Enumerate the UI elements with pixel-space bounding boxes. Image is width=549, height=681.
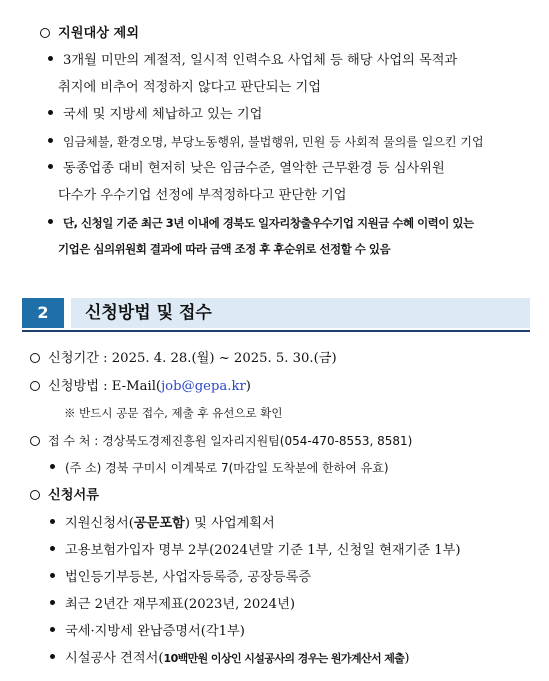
method-note: ※ 반드시 공문 접수, 제출 후 유선으로 확인 bbox=[64, 406, 283, 420]
exclusion-item-3: 임금체불, 환경오명, 부당노동행위, 불법행위, 민원 등 사회적 물의를 일으킨 기업 bbox=[48, 132, 484, 152]
document-item-5: 국세·지방세 완납증명서(각1부) bbox=[50, 622, 245, 642]
exclusion-item-1: 3개월 미만의 계절적, 일시적 인력수요 사업체 등 해당 사업의 목적과 bbox=[48, 51, 457, 71]
documents-heading: 신청서류 bbox=[30, 486, 99, 506]
exclusion-heading: 지원대상 제외 bbox=[40, 24, 139, 44]
exclusion-item-5-cont: 기업은 심의위원회 결과에 따라 금액 조정 후 후순위로 선정할 수 있음 bbox=[58, 242, 391, 256]
circle-bullet-icon bbox=[30, 490, 40, 500]
section-header bbox=[22, 298, 530, 328]
document-item-3: 법인등기부등본, 사업자등록증, 공장등록증 bbox=[50, 568, 311, 588]
dot-bullet-icon bbox=[50, 519, 55, 524]
document-item-6: 시설공사 견적서(10백만원 이상인 시설공사의 경우는 원가계산서 제출) bbox=[50, 649, 409, 669]
dot-bullet-icon bbox=[50, 464, 55, 469]
circle-bullet-icon bbox=[30, 381, 40, 391]
circle-bullet-icon bbox=[40, 28, 50, 38]
dot-bullet-icon bbox=[50, 600, 55, 605]
application-office: 접 수 처 : 경상북도경제진흥원 일자리지원팀(054-470-8553, 8581) bbox=[30, 431, 412, 451]
dot-bullet-icon bbox=[48, 219, 53, 224]
exclusion-item-2: 국세 및 지방세 체납하고 있는 기업 bbox=[48, 105, 262, 125]
dot-bullet-icon bbox=[50, 654, 55, 659]
dot-bullet-icon bbox=[50, 573, 55, 578]
circle-bullet-icon bbox=[30, 436, 40, 446]
section-number: 2 bbox=[22, 298, 64, 328]
dot-bullet-icon bbox=[48, 110, 53, 115]
section-divider bbox=[22, 330, 530, 332]
email-link[interactable]: job@gepa.kr bbox=[161, 379, 246, 394]
exclusion-item-4-cont: 다수가 우수기업 선정에 부적정하다고 판단한 기업 bbox=[58, 188, 347, 203]
section-title: 신청방법 및 접수 bbox=[71, 298, 530, 328]
application-address: (주 소) 경북 구미시 이계북로 7(마감일 도착분에 한하여 유효) bbox=[50, 458, 389, 478]
dot-bullet-icon bbox=[48, 138, 53, 143]
dot-bullet-icon bbox=[48, 56, 53, 61]
application-period: 신청기간 : 2025. 4. 28.(월) ~ 2025. 5. 30.(금) bbox=[30, 349, 337, 369]
dot-bullet-icon bbox=[50, 627, 55, 632]
exclusion-item-4: 동종업종 대비 현저히 낮은 임금수준, 열악한 근무환경 등 심사위원 bbox=[48, 159, 445, 179]
circle-bullet-icon bbox=[30, 353, 40, 363]
document-item-2: 고용보험가입자 명부 2부(2024년말 기준 1부, 신청일 현재기준 1부) bbox=[50, 541, 461, 561]
dot-bullet-icon bbox=[50, 546, 55, 551]
document-item-4: 최근 2년간 재무제표(2023년, 2024년) bbox=[50, 595, 295, 615]
exclusion-item-5: 단, 신청일 기준 최근 3년 이내에 경북도 일자리창출우수기업 지원금 수혜 이력이 있는 bbox=[48, 213, 474, 233]
document-item-1: 지원신청서(공문포함) 및 사업계획서 bbox=[50, 514, 275, 534]
application-method: 신청방법 : E-Mail(job@gepa.kr) bbox=[30, 377, 251, 397]
exclusion-item-1-cont: 취지에 비추어 적정하지 않다고 판단되는 기업 bbox=[58, 80, 322, 95]
dot-bullet-icon bbox=[48, 164, 53, 169]
